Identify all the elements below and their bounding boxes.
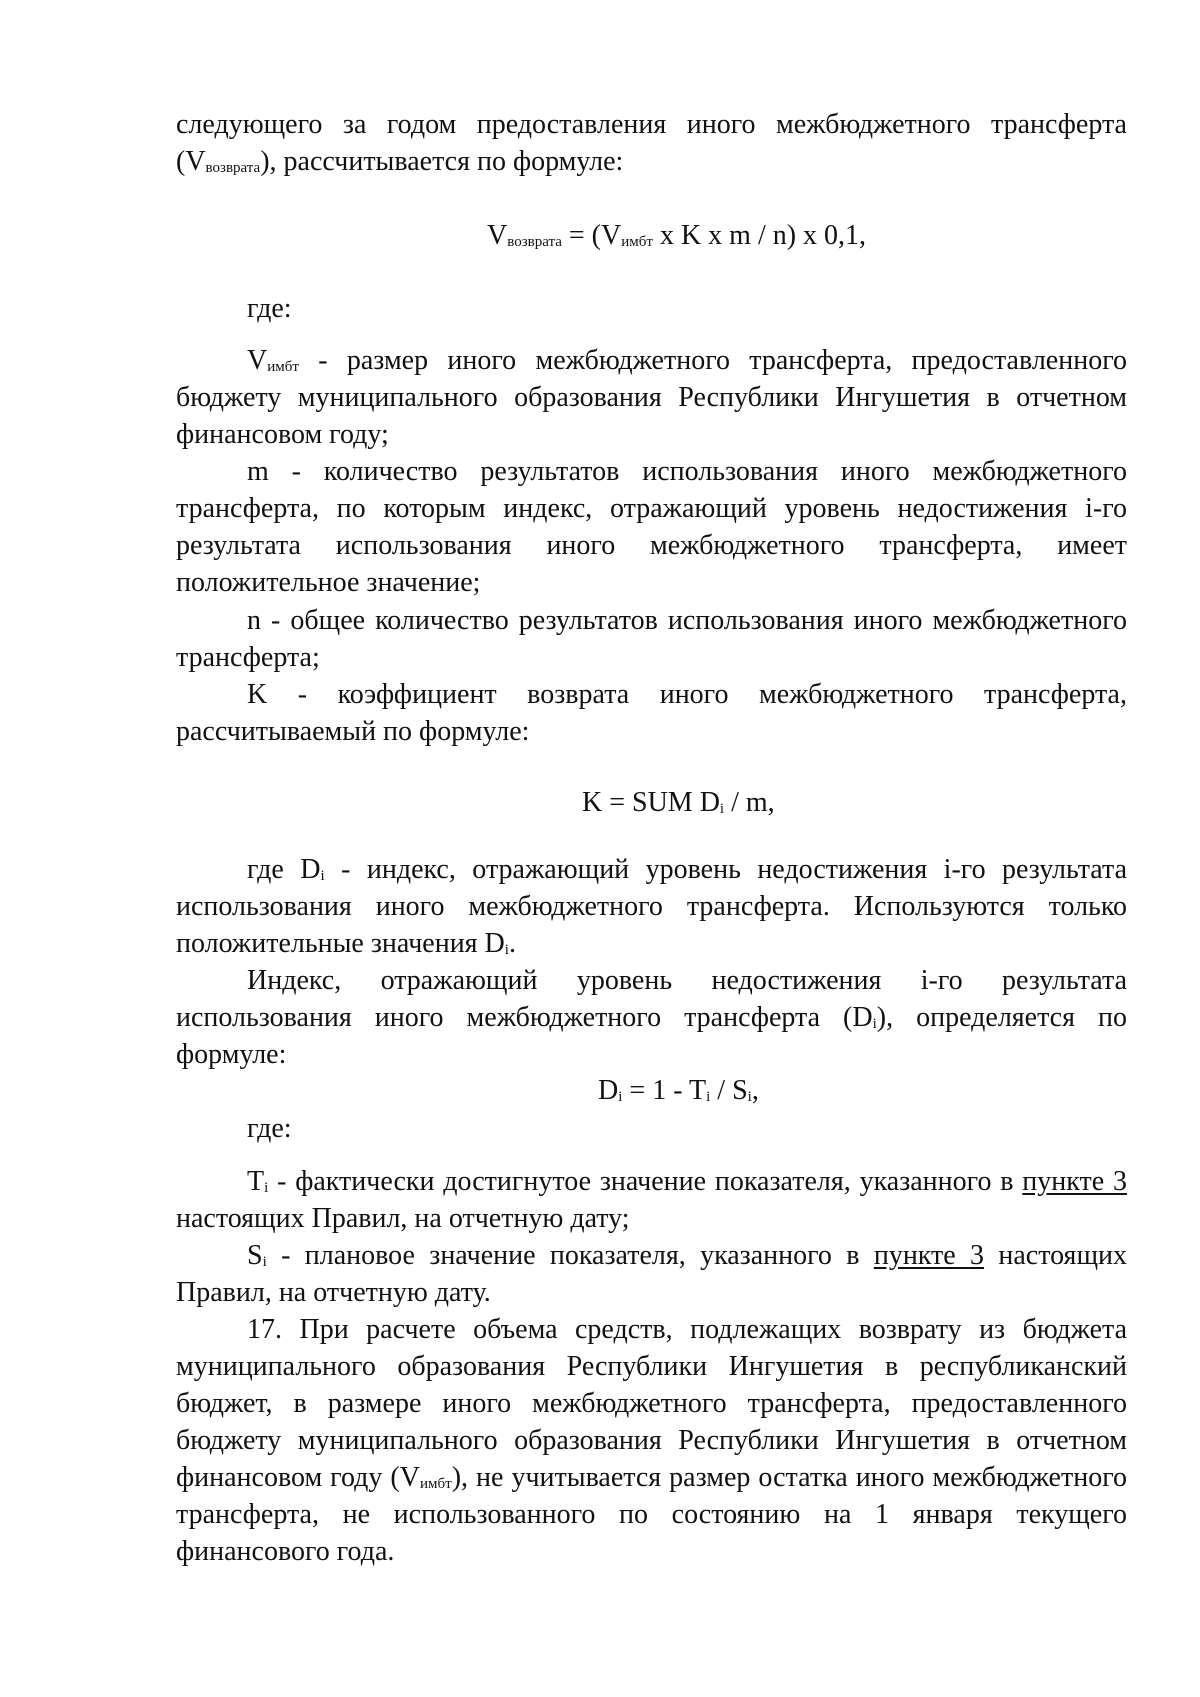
subscript: i <box>264 1180 269 1196</box>
subscript: возврата <box>205 160 261 176</box>
paragraph-intro <box>176 106 1127 180</box>
where-label-1: где: <box>247 293 292 324</box>
link-punkt-3[interactable]: пункте 3 <box>873 1240 985 1271</box>
formula-k: K = SUM Di / m, <box>582 787 775 818</box>
paragraph-index: Индекс, отражающий уровень недостижения i-го результата использования иного межбюджетного трансферта (Di), определяется по формуле: <box>176 965 1127 1070</box>
subscript: i <box>747 1089 752 1105</box>
subscript: i <box>504 942 509 958</box>
subscript: имбт <box>419 1476 452 1492</box>
formula-v-return: Vвозврата = (Vимбт x K x m / n) x 0,1, <box>487 220 867 251</box>
paragraph-vimbt: Vимбт - размер иного межбюджетного трансферта, предоставленного бюджету муниципального образования Республики Ингушетия в отчетном финансовом году; <box>176 345 1127 450</box>
link-punkt-3[interactable]: пункте 3 <box>1022 1166 1127 1197</box>
subscript: i <box>719 801 725 817</box>
subscript: i <box>320 868 325 884</box>
subscript: возврата <box>507 234 562 250</box>
subscript: имбт <box>621 234 653 250</box>
paragraph-k: K - коэффициент возврата иного межбюджетного трансферта, рассчитываемый по формуле: <box>176 679 1127 747</box>
formula-di: Di = 1 - Ti / Si, <box>598 1075 759 1106</box>
intro-text-end: ), рассчитывается по формуле: <box>260 146 624 177</box>
subscript: i <box>262 1254 267 1270</box>
subscript: i <box>872 1016 877 1032</box>
paragraph-ti: Ti - фактически достигнутое значение показателя, указанного в пункте 3 настоящих Правил, на отчетную дату; <box>176 1166 1127 1234</box>
subscript: i <box>618 1089 623 1105</box>
paragraph-di: где Di - индекс, отражающий уровень недостижения i-го результата использования иного межбюджетного трансферта. Используются только положительные значения Di. <box>176 854 1127 959</box>
where-label-2: где: <box>247 1113 292 1144</box>
paragraph-n: n - общее количество результатов использования иного межбюджетного трансферта; <box>176 605 1127 673</box>
intro-text: следующего за годом предоставления иного межбюджетного трансферта (V <box>176 109 1127 177</box>
subscript: имбт <box>267 359 299 375</box>
paragraph-si: Si - плановое значение показателя, указанного в пункте 3 настоящих Правил, на отчетную дату. <box>176 1240 1127 1308</box>
paragraph-17: 17. При расчете объема средств, подлежащих возврату из бюджета муниципального образования Республики Ингушетия в республиканский бюджет, в размере иного межбюджетного трансферта, предоставленного бюджету муниципального образования Республики Ингушетия в отчетном финансовом году (Vимбт), не учитывается размер остатка иного межбюджетного трансферта, не использованного по состоянию на 1 января текущего финансового года. <box>176 1314 1127 1567</box>
subscript: i <box>706 1089 711 1105</box>
paragraph-m: m - количество результатов использования иного межбюджетного трансферта, по которым индекс, отражающий уровень недостижения i-го результата использования иного межбюджетного трансферта, имеет положительное значение; <box>176 456 1127 598</box>
